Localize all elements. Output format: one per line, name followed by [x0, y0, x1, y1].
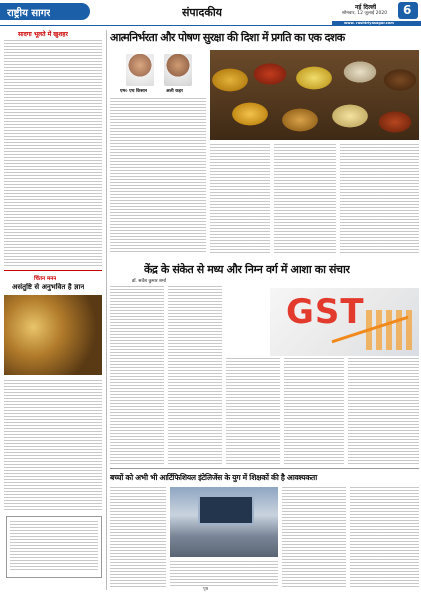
- top-story-text-col-3: [274, 144, 336, 254]
- masthead: [0, 0, 421, 25]
- author-name-1: एम० एच किसान: [120, 89, 148, 94]
- left-column-text-lower: [4, 380, 102, 510]
- city-label: नई दिल्ली: [355, 4, 377, 11]
- lamp-image: [4, 295, 102, 375]
- middle-story-text-col-5: [348, 358, 419, 464]
- author-photo-2: [164, 54, 192, 86]
- top-story-text-col-1: [110, 98, 206, 253]
- top-story-text-col-2: [210, 144, 270, 254]
- website: www. rashtriyasagar.com: [344, 21, 394, 25]
- section-title: संपादकीय: [182, 6, 223, 19]
- left-column-text: [4, 40, 102, 268]
- left-column: [4, 30, 102, 590]
- gst-image: [270, 288, 419, 356]
- quote-box-text: [10, 521, 98, 571]
- thought-box-title: चिंतन मनन: [34, 276, 57, 282]
- top-story: [110, 28, 419, 258]
- screen-icon: [198, 495, 254, 525]
- top-story-headline: आत्मनिर्भरता और पोषण सुरक्षा की दिशा में प्रगति का एक दशक: [110, 31, 345, 44]
- grains-photo: [210, 50, 419, 140]
- brand-title: राष्ट्रीय सागर: [7, 8, 51, 19]
- middle-story-headline: केंद्र के संकेत से मध्य और निम्न वर्ग में आशा का संचार: [144, 263, 350, 276]
- bottom-story-text-col-2: [170, 561, 278, 587]
- middle-story: [110, 258, 419, 468]
- middle-story-text-col-4: [284, 358, 344, 464]
- middle-story-text-col-3: [226, 358, 280, 464]
- thought-box: [4, 270, 102, 371]
- footer-marker: पृष्ठ: [203, 587, 209, 592]
- thought-box-subtitle: असंतुष्टि से अनुभवित है ज्ञान: [12, 283, 85, 291]
- bottom-story-text-col-3: [282, 487, 346, 587]
- bottom-story-headline: बच्चों को अभी भी आर्टिफिशियल इंटेलिजेंस के युग में शिक्षकों की है आवश्यकता: [110, 473, 317, 482]
- bottom-story-text-col-1: [110, 487, 166, 587]
- top-story-text-col-4: [340, 144, 419, 254]
- classroom-photo: [170, 487, 278, 557]
- author-name-2: अली कहर: [166, 89, 183, 94]
- author-photo-1: [126, 54, 154, 86]
- middle-story-byline: डॉ. सर्वेश कुमार शर्मा: [132, 279, 166, 284]
- middle-story-text-col-1: [110, 286, 164, 464]
- gst-text: GST: [286, 292, 365, 332]
- masthead-rule: [0, 25, 421, 26]
- page-number: 6: [403, 3, 412, 17]
- left-column-heading: सादगा भूलते में खुशहर: [18, 31, 68, 38]
- middle-story-text-col-2: [168, 286, 222, 464]
- date-label: सोमवार, 12 जुलाई 2020: [342, 11, 388, 16]
- bottom-story-text-col-4: [350, 487, 419, 587]
- bottom-story: [110, 468, 419, 591]
- column-divider: [106, 30, 107, 590]
- quote-box: [6, 516, 102, 578]
